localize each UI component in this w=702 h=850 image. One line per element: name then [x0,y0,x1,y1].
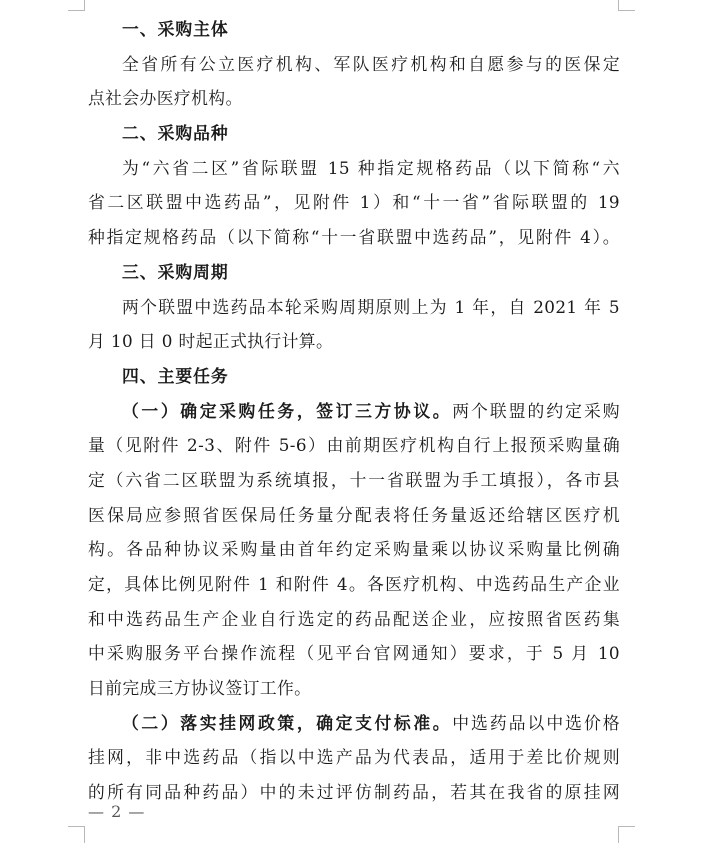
paragraph-line: 医保局应参照省医保局任务量分配表将任务量返还给辖区医疗机 [88,504,620,525]
paragraph-line: 定（六省二区联盟为系统填报，十一省联盟为手工填报），各市县 [88,469,620,490]
section-heading-procurement-period: 三、采购周期 [122,261,229,282]
paragraph-line: 种指定规格药品（以下简称“十一省联盟中选药品”，见附件 4）。 [88,227,620,248]
paragraph-line: 和中选药品生产企业自行选定的药品配送企业，应按照省医药集 [88,608,620,629]
paragraph-line: 省二区联盟中选药品”，见附件 1）和“十一省”省际联盟的 19 [88,192,620,213]
section-heading-procurement-varieties: 二、采购品种 [122,123,229,144]
paragraph-line: 月 10 日 0 时起正式执行计算。 [88,331,334,352]
paragraph-line: 挂网，非中选药品（指以中选产品为代表品，适用于差比价规则 [88,747,620,768]
task-heading-listing-policy: （二）落实挂网政策，确定支付标准。 [122,712,453,733]
paragraph-line: 构。各品种协议采购量由首年约定采购量乘以协议采购量比例确 [88,539,620,560]
task-paragraph-first-line [88,706,620,741]
crop-mark-bottom-left [68,826,85,843]
paragraph-line: 两个联盟中选药品本轮采购周期原则上为 1 年，自 2021 年 5 [122,296,620,317]
paragraph-line: 中采购服务平台操作流程（见平台官网通知）要求，于 5 月 10 [88,643,620,664]
section-heading-main-tasks: 四、主要任务 [122,365,229,386]
section-heading-procurement-subject: 一、采购主体 [122,19,229,39]
paragraph-text: 两个联盟的约定采购 [452,400,620,421]
paragraph-line: 为“六省二区”省际联盟 15 种指定规格药品（以下简称“六 [122,157,620,178]
paragraph-line: 点社会办医疗机构。 [88,88,243,109]
page-number: — 2 — [88,802,146,821]
task-heading-sign-agreement: （一）确定采购任务，签订三方协议。 [122,400,453,421]
paragraph-text: 中选药品以中选价格 [452,712,620,733]
document-body [88,12,620,810]
paragraph-line: 日前完成三方协议签订工作。 [88,678,312,699]
crop-mark-top-right [618,0,635,11]
crop-mark-top-left [68,0,85,11]
paragraph-line: 定，具体比例见附件 1 和附件 4。各医疗机构、中选药品生产企业 [88,574,620,594]
paragraph-line: 全省所有公立医疗机构、军队医疗机构和自愿参与的医保定 [122,53,620,74]
crop-mark-bottom-right [618,826,635,843]
task-paragraph-first-line [88,394,620,429]
paragraph-line: 的所有同品种药品）中的未过评仿制药品，若其在我省的原挂网 [88,782,620,803]
paragraph-line: 量（见附件 2-3、附件 5-6）由前期医疗机构自行上报预采购量确 [88,435,620,456]
